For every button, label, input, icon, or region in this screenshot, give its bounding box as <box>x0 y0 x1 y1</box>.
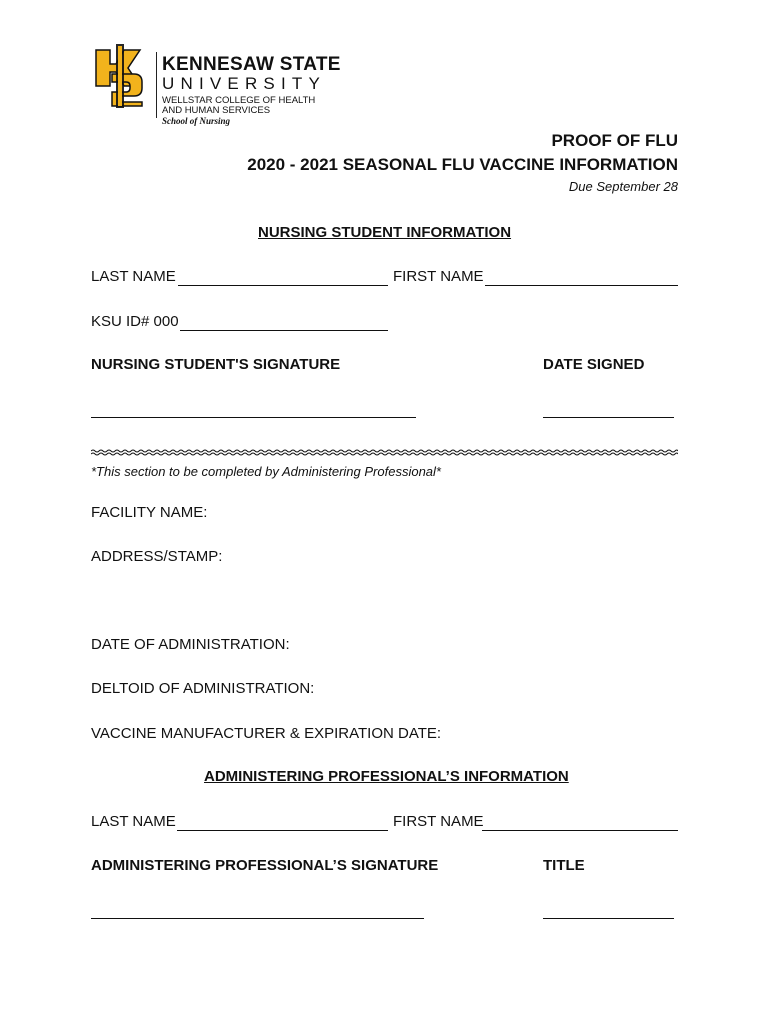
section-divider <box>91 449 678 457</box>
date-of-administration-label: DATE OF ADMINISTRATION: <box>91 636 290 653</box>
ksu-id-field[interactable] <box>180 330 388 331</box>
date-signed-label: DATE SIGNED <box>543 356 645 373</box>
professional-first-name-label: FIRST NAME <box>393 813 484 830</box>
professional-first-name-field[interactable] <box>482 830 678 831</box>
ksu-id-label: KSU ID# 000 <box>91 313 179 330</box>
student-section-heading: NURSING STUDENT INFORMATION <box>258 224 512 241</box>
university-name-line2: UNIVERSITY <box>162 74 327 93</box>
student-signature-label: NURSING STUDENT'S SIGNATURE <box>91 356 341 373</box>
professional-signature-field[interactable] <box>91 918 424 919</box>
professional-signature-label: ADMINISTERING PROFESSIONAL’S SIGNATURE <box>91 857 439 874</box>
logo-divider <box>156 52 157 118</box>
student-last-name-field[interactable] <box>178 285 388 286</box>
university-name-line1: KENNESAW STATE <box>162 54 341 75</box>
student-last-name-label: LAST NAME <box>91 268 176 285</box>
professional-section-heading: ADMINISTERING PROFESSIONAL’S INFORMATION <box>204 768 569 785</box>
facility-name-label: FACILITY NAME: <box>91 504 208 521</box>
college-line2: AND HUMAN SERVICES <box>162 105 271 116</box>
administering-note: *This section to be completed by Administering Professional* <box>91 464 441 479</box>
form-title-line1: PROOF OF FLU <box>551 131 678 150</box>
date-signed-field[interactable] <box>543 417 674 418</box>
address-stamp-label: ADDRESS/STAMP: <box>91 548 223 565</box>
college-name <box>162 96 315 116</box>
student-signature-field[interactable] <box>91 417 416 418</box>
deltoid-of-administration-label: DELTOID OF ADMINISTRATION: <box>91 680 315 697</box>
title-field[interactable] <box>543 918 674 919</box>
vaccine-manufacturer-label: VACCINE MANUFACTURER & EXPIRATION DATE: <box>91 725 442 742</box>
student-first-name-field[interactable] <box>485 285 678 286</box>
student-first-name-label: FIRST NAME <box>393 268 484 285</box>
form-title-line2: 2020 - 2021 SEASONAL FLU VACCINE INFORMATION <box>247 155 678 174</box>
ksu-logo-icon <box>92 44 148 108</box>
due-date: Due September 28 <box>568 179 678 194</box>
title-label: TITLE <box>543 857 585 874</box>
professional-last-name-label: LAST NAME <box>91 813 176 830</box>
school-name: School of Nursing <box>162 116 231 126</box>
professional-last-name-field[interactable] <box>177 830 388 831</box>
college-line1: WELLSTAR COLLEGE OF HEALTH <box>162 95 316 106</box>
